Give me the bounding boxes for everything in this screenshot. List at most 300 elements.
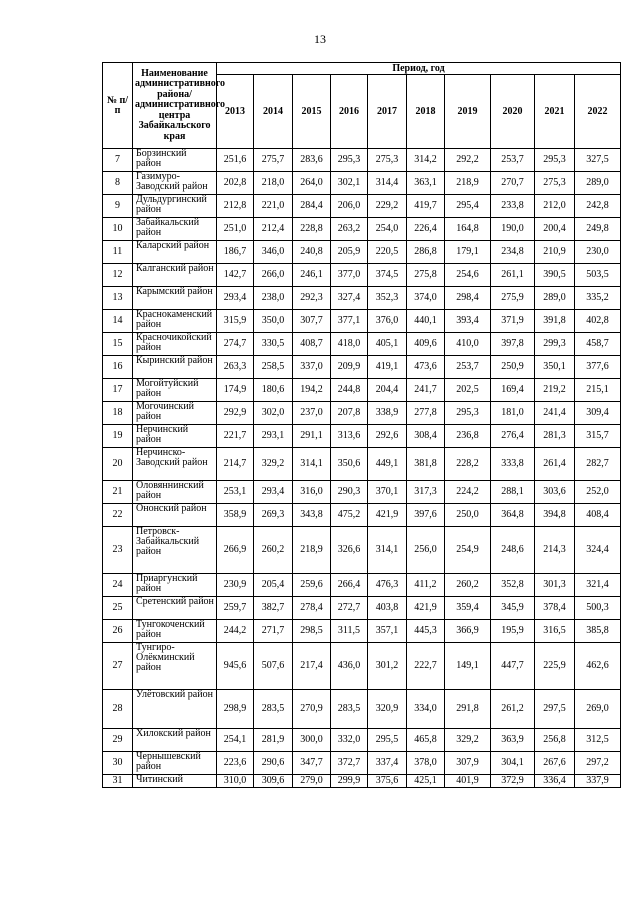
table-row: [103, 379, 621, 402]
table-row: [103, 690, 621, 729]
value-cell: 204,4: [368, 379, 407, 402]
value-cell: 336,4: [535, 775, 575, 788]
row-number: 10: [103, 218, 133, 241]
value-cell: 270,7: [491, 172, 535, 195]
value-cell: 314,2: [407, 149, 445, 172]
row-number: 9: [103, 195, 133, 218]
table-row: [103, 504, 621, 527]
row-number: 27: [103, 643, 133, 690]
value-cell: 254,0: [368, 218, 407, 241]
value-cell: 252,0: [575, 481, 621, 504]
value-cell: 220,5: [368, 241, 407, 264]
value-cell: 212,4: [254, 218, 293, 241]
value-cell: 377,6: [575, 356, 621, 379]
value-cell: 169,4: [491, 379, 535, 402]
value-cell: 309,4: [575, 402, 621, 425]
value-cell: 293,4: [254, 481, 293, 504]
value-cell: 282,7: [575, 448, 621, 481]
value-cell: 300,0: [293, 729, 331, 752]
district-name: Улётовский район: [133, 690, 217, 729]
value-cell: 390,5: [535, 264, 575, 287]
value-cell: 476,3: [368, 574, 407, 597]
value-cell: 225,9: [535, 643, 575, 690]
value-cell: 314,1: [293, 448, 331, 481]
table-row: [103, 287, 621, 310]
value-cell: 314,4: [368, 172, 407, 195]
header-year: 2015: [293, 75, 331, 149]
table-row: [103, 643, 621, 690]
value-cell: 264,0: [293, 172, 331, 195]
value-cell: 382,7: [254, 597, 293, 620]
table-row: [103, 333, 621, 356]
value-cell: 338,9: [368, 402, 407, 425]
value-cell: 230,9: [217, 574, 254, 597]
value-cell: 200,4: [535, 218, 575, 241]
value-cell: 283,5: [331, 690, 368, 729]
value-cell: 256,8: [535, 729, 575, 752]
value-cell: 503,5: [575, 264, 621, 287]
table-row: [103, 310, 621, 333]
value-cell: 304,1: [491, 752, 535, 775]
value-cell: 212,8: [217, 195, 254, 218]
value-cell: 261,1: [491, 264, 535, 287]
table-row: [103, 620, 621, 643]
value-cell: 251,6: [217, 149, 254, 172]
district-name: Тунгокоченский район: [133, 620, 217, 643]
value-cell: 223,6: [217, 752, 254, 775]
district-name: Красночикойский район: [133, 333, 217, 356]
row-number: 19: [103, 425, 133, 448]
value-cell: 419,7: [407, 195, 445, 218]
district-name: Каларский район: [133, 241, 217, 264]
value-cell: 241,7: [407, 379, 445, 402]
value-cell: 281,3: [535, 425, 575, 448]
row-number: 30: [103, 752, 133, 775]
value-cell: 307,7: [293, 310, 331, 333]
value-cell: 254,9: [445, 527, 491, 574]
value-cell: 217,4: [293, 643, 331, 690]
district-name: Могочинский район: [133, 402, 217, 425]
district-name: Нерчинский район: [133, 425, 217, 448]
value-cell: 327,4: [331, 287, 368, 310]
table-row: [103, 729, 621, 752]
district-name: Ононский район: [133, 504, 217, 527]
value-cell: 254,6: [445, 264, 491, 287]
value-cell: 275,3: [535, 172, 575, 195]
value-cell: 190,0: [491, 218, 535, 241]
value-cell: 269,0: [575, 690, 621, 729]
value-cell: 329,2: [254, 448, 293, 481]
header-year: 2018: [407, 75, 445, 149]
row-number: 21: [103, 481, 133, 504]
value-cell: 260,2: [445, 574, 491, 597]
table-row: [103, 597, 621, 620]
value-cell: 381,8: [407, 448, 445, 481]
row-number: 20: [103, 448, 133, 481]
table-row: [103, 402, 621, 425]
value-cell: 330,5: [254, 333, 293, 356]
value-cell: 346,0: [254, 241, 293, 264]
value-cell: 299,3: [535, 333, 575, 356]
header-number: № п/п: [103, 63, 133, 149]
row-number: 22: [103, 504, 133, 527]
row-number: 17: [103, 379, 133, 402]
value-cell: 149,1: [445, 643, 491, 690]
value-cell: 295,4: [445, 195, 491, 218]
value-cell: 391,8: [535, 310, 575, 333]
value-cell: 281,9: [254, 729, 293, 752]
table-row: [103, 172, 621, 195]
value-cell: 218,0: [254, 172, 293, 195]
value-cell: 179,1: [445, 241, 491, 264]
value-cell: 212,0: [535, 195, 575, 218]
value-cell: 458,7: [575, 333, 621, 356]
value-cell: 238,0: [254, 287, 293, 310]
value-cell: 334,0: [407, 690, 445, 729]
value-cell: 226,4: [407, 218, 445, 241]
value-cell: 228,8: [293, 218, 331, 241]
district-name: Нерчинско-Заводский район: [133, 448, 217, 481]
value-cell: 180,6: [254, 379, 293, 402]
value-cell: 378,0: [407, 752, 445, 775]
row-number: 15: [103, 333, 133, 356]
value-cell: 293,4: [217, 287, 254, 310]
value-cell: 230,0: [575, 241, 621, 264]
value-cell: 269,3: [254, 504, 293, 527]
value-cell: 267,6: [535, 752, 575, 775]
value-cell: 408,4: [575, 504, 621, 527]
value-cell: 289,0: [575, 172, 621, 195]
value-cell: 359,4: [445, 597, 491, 620]
value-cell: 313,6: [331, 425, 368, 448]
value-cell: 308,4: [407, 425, 445, 448]
row-number: 31: [103, 775, 133, 788]
value-cell: 377,0: [331, 264, 368, 287]
value-cell: 261,2: [491, 690, 535, 729]
header-year: 2021: [535, 75, 575, 149]
value-cell: 316,5: [535, 620, 575, 643]
table-row: [103, 241, 621, 264]
value-cell: 402,8: [575, 310, 621, 333]
value-cell: 291,8: [445, 690, 491, 729]
value-cell: 205,9: [331, 241, 368, 264]
value-cell: 507,6: [254, 643, 293, 690]
value-cell: 408,7: [293, 333, 331, 356]
row-number: 18: [103, 402, 133, 425]
value-cell: 244,8: [331, 379, 368, 402]
value-cell: 475,2: [331, 504, 368, 527]
value-cell: 258,5: [254, 356, 293, 379]
district-name: Газимуро-Заводский район: [133, 172, 217, 195]
value-cell: 421,9: [368, 504, 407, 527]
value-cell: 307,9: [445, 752, 491, 775]
value-cell: 254,1: [217, 729, 254, 752]
value-cell: 372,9: [491, 775, 535, 788]
value-cell: 366,9: [445, 620, 491, 643]
value-cell: 303,6: [535, 481, 575, 504]
value-cell: 221,7: [217, 425, 254, 448]
value-cell: 290,6: [254, 752, 293, 775]
value-cell: 249,8: [575, 218, 621, 241]
value-cell: 275,9: [491, 287, 535, 310]
header-year: 2019: [445, 75, 491, 149]
value-cell: 462,6: [575, 643, 621, 690]
value-cell: 250,9: [491, 356, 535, 379]
header-period: Период, год: [217, 63, 621, 75]
value-cell: 194,2: [293, 379, 331, 402]
district-name: Карымский район: [133, 287, 217, 310]
row-number: 29: [103, 729, 133, 752]
value-cell: 250,0: [445, 504, 491, 527]
value-cell: 343,8: [293, 504, 331, 527]
value-cell: 275,8: [407, 264, 445, 287]
value-cell: 174,9: [217, 379, 254, 402]
value-cell: 295,3: [535, 149, 575, 172]
value-cell: 275,3: [368, 149, 407, 172]
value-cell: 251,0: [217, 218, 254, 241]
value-cell: 333,8: [491, 448, 535, 481]
district-name: Петровск-Забайкальский район: [133, 527, 217, 574]
value-cell: 284,4: [293, 195, 331, 218]
value-cell: 298,9: [217, 690, 254, 729]
value-cell: 393,4: [445, 310, 491, 333]
value-cell: 228,2: [445, 448, 491, 481]
value-cell: 295,3: [331, 149, 368, 172]
value-cell: 309,6: [254, 775, 293, 788]
value-cell: 260,2: [254, 527, 293, 574]
value-cell: 364,8: [491, 504, 535, 527]
value-cell: 332,0: [331, 729, 368, 752]
value-cell: 447,7: [491, 643, 535, 690]
value-cell: 266,4: [331, 574, 368, 597]
value-cell: 202,8: [217, 172, 254, 195]
district-name: Чернышевский район: [133, 752, 217, 775]
value-cell: 253,1: [217, 481, 254, 504]
header-year: 2013: [217, 75, 254, 149]
district-name: Дульдургинский район: [133, 195, 217, 218]
header-year: 2016: [331, 75, 368, 149]
value-cell: 246,1: [293, 264, 331, 287]
value-cell: 465,8: [407, 729, 445, 752]
value-cell: 279,0: [293, 775, 331, 788]
value-cell: 218,9: [445, 172, 491, 195]
value-cell: 324,4: [575, 527, 621, 574]
value-cell: 297,5: [535, 690, 575, 729]
value-cell: 320,9: [368, 690, 407, 729]
value-cell: 445,3: [407, 620, 445, 643]
value-cell: 411,2: [407, 574, 445, 597]
value-cell: 405,1: [368, 333, 407, 356]
value-cell: 350,6: [331, 448, 368, 481]
value-cell: 205,4: [254, 574, 293, 597]
table-row: [103, 574, 621, 597]
header-year: 2017: [368, 75, 407, 149]
value-cell: 352,8: [491, 574, 535, 597]
value-cell: 221,0: [254, 195, 293, 218]
value-cell: 473,6: [407, 356, 445, 379]
value-cell: 259,7: [217, 597, 254, 620]
table-row: [103, 195, 621, 218]
value-cell: 214,3: [535, 527, 575, 574]
table-row: [103, 149, 621, 172]
table-row: [103, 527, 621, 574]
value-cell: 210,9: [535, 241, 575, 264]
value-cell: 301,3: [535, 574, 575, 597]
district-name: Калганский район: [133, 264, 217, 287]
value-cell: 403,8: [368, 597, 407, 620]
table-row: [103, 775, 621, 788]
value-cell: 301,2: [368, 643, 407, 690]
table-row: [103, 752, 621, 775]
value-cell: 215,1: [575, 379, 621, 402]
value-cell: 292,6: [368, 425, 407, 448]
header-year: 2014: [254, 75, 293, 149]
value-cell: 371,9: [491, 310, 535, 333]
value-cell: 378,4: [535, 597, 575, 620]
value-cell: 271,7: [254, 620, 293, 643]
value-cell: 337,0: [293, 356, 331, 379]
value-cell: 224,2: [445, 481, 491, 504]
district-name: Краснокаменский район: [133, 310, 217, 333]
value-cell: 288,1: [491, 481, 535, 504]
district-name: Приаргунский район: [133, 574, 217, 597]
value-cell: 291,1: [293, 425, 331, 448]
value-cell: 261,4: [535, 448, 575, 481]
value-cell: 202,5: [445, 379, 491, 402]
value-cell: 377,1: [331, 310, 368, 333]
value-cell: 337,4: [368, 752, 407, 775]
row-number: 23: [103, 527, 133, 574]
value-cell: 272,7: [331, 597, 368, 620]
table-row: [103, 264, 621, 287]
value-cell: 421,9: [407, 597, 445, 620]
value-cell: 278,4: [293, 597, 331, 620]
value-cell: 241,4: [535, 402, 575, 425]
value-cell: 345,9: [491, 597, 535, 620]
value-cell: 242,8: [575, 195, 621, 218]
value-cell: 329,2: [445, 729, 491, 752]
value-cell: 347,7: [293, 752, 331, 775]
value-cell: 256,0: [407, 527, 445, 574]
value-cell: 375,6: [368, 775, 407, 788]
value-cell: 293,1: [254, 425, 293, 448]
value-cell: 214,7: [217, 448, 254, 481]
district-name: Кыринский район: [133, 356, 217, 379]
value-cell: 298,5: [293, 620, 331, 643]
row-number: 7: [103, 149, 133, 172]
value-cell: 298,4: [445, 287, 491, 310]
row-number: 28: [103, 690, 133, 729]
value-cell: 394,8: [535, 504, 575, 527]
value-cell: 236,8: [445, 425, 491, 448]
row-number: 24: [103, 574, 133, 597]
value-cell: 283,6: [293, 149, 331, 172]
header-year: 2022: [575, 75, 621, 149]
row-number: 12: [103, 264, 133, 287]
value-cell: 253,7: [491, 149, 535, 172]
row-number: 13: [103, 287, 133, 310]
value-cell: 276,4: [491, 425, 535, 448]
value-cell: 244,2: [217, 620, 254, 643]
row-number: 14: [103, 310, 133, 333]
value-cell: 186,7: [217, 241, 254, 264]
value-cell: 195,9: [491, 620, 535, 643]
value-cell: 397,6: [407, 504, 445, 527]
header-name: Наименование административного района/ административного центра Забайкальского края: [133, 63, 217, 149]
value-cell: 310,0: [217, 775, 254, 788]
row-number: 8: [103, 172, 133, 195]
value-cell: 425,1: [407, 775, 445, 788]
value-cell: 372,7: [331, 752, 368, 775]
table-row: [103, 218, 621, 241]
value-cell: 312,5: [575, 729, 621, 752]
value-cell: 295,5: [368, 729, 407, 752]
value-cell: 327,5: [575, 149, 621, 172]
value-cell: 350,0: [254, 310, 293, 333]
value-cell: 401,9: [445, 775, 491, 788]
table-row: [103, 356, 621, 379]
value-cell: 945,6: [217, 643, 254, 690]
district-name: Забайкальский район: [133, 218, 217, 241]
value-cell: 142,7: [217, 264, 254, 287]
value-cell: 358,9: [217, 504, 254, 527]
data-table: [102, 62, 621, 788]
value-cell: 207,8: [331, 402, 368, 425]
value-cell: 335,2: [575, 287, 621, 310]
table-row: [103, 425, 621, 448]
value-cell: 440,1: [407, 310, 445, 333]
value-cell: 292,3: [293, 287, 331, 310]
district-name: Тунгиро-Олёкминский район: [133, 643, 217, 690]
value-cell: 274,7: [217, 333, 254, 356]
value-cell: 302,1: [331, 172, 368, 195]
district-name: Сретенский район: [133, 597, 217, 620]
value-cell: 275,7: [254, 149, 293, 172]
district-name: Борзинский район: [133, 149, 217, 172]
value-cell: 263,3: [217, 356, 254, 379]
value-cell: 374,5: [368, 264, 407, 287]
value-cell: 357,1: [368, 620, 407, 643]
value-cell: 270,9: [293, 690, 331, 729]
row-number: 26: [103, 620, 133, 643]
value-cell: 292,2: [445, 149, 491, 172]
value-cell: 259,6: [293, 574, 331, 597]
value-cell: 237,0: [293, 402, 331, 425]
value-cell: 326,6: [331, 527, 368, 574]
value-cell: 363,1: [407, 172, 445, 195]
value-cell: 286,8: [407, 241, 445, 264]
value-cell: 299,9: [331, 775, 368, 788]
row-number: 11: [103, 241, 133, 264]
value-cell: 321,4: [575, 574, 621, 597]
value-cell: 206,0: [331, 195, 368, 218]
value-cell: 352,3: [368, 287, 407, 310]
value-cell: 315,7: [575, 425, 621, 448]
value-cell: 409,6: [407, 333, 445, 356]
district-name: Оловяннинский район: [133, 481, 217, 504]
value-cell: 290,3: [331, 481, 368, 504]
value-cell: 350,1: [535, 356, 575, 379]
district-name: Читинский: [133, 775, 217, 788]
value-cell: 248,6: [491, 527, 535, 574]
value-cell: 209,9: [331, 356, 368, 379]
value-cell: 283,5: [254, 690, 293, 729]
district-name: Могойтуйский район: [133, 379, 217, 402]
district-name: Хилокский район: [133, 729, 217, 752]
value-cell: 363,9: [491, 729, 535, 752]
value-cell: 297,2: [575, 752, 621, 775]
value-cell: 370,1: [368, 481, 407, 504]
